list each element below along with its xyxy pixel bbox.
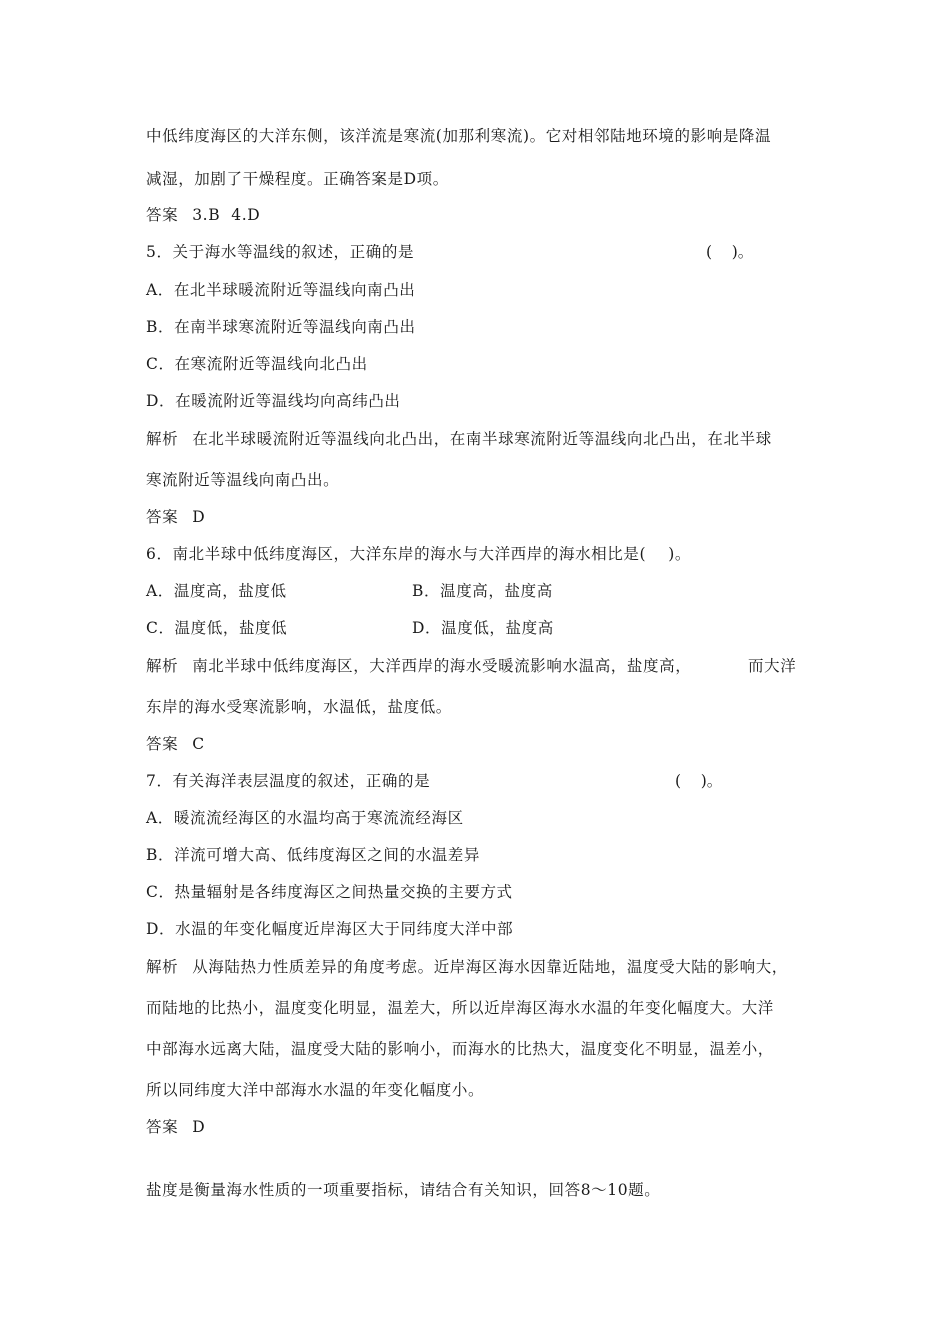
answer-label: 答案 bbox=[146, 206, 179, 224]
answer-text: D bbox=[192, 1118, 206, 1136]
analysis-text: 在北半球暖流附近等温线向北凸出，在南半球寒流附近等温线向北凸出，在北半球 bbox=[192, 430, 772, 448]
q6-analysis-line-1 bbox=[146, 656, 691, 676]
q6-analysis-line-2: 东岸的海水受寒流影响，水温低，盐度低。 bbox=[146, 698, 452, 716]
analysis-label: 解析 bbox=[146, 657, 179, 675]
q5-option-c: C．在寒流附近等温线向北凸出 bbox=[146, 355, 368, 373]
analysis-label: 解析 bbox=[146, 430, 179, 448]
q6-option-a: A．温度高，盐度低 bbox=[146, 582, 287, 600]
q6-stem: 6．南北半球中低纬度海区，大洋东岸的海水与大洋西岸的海水相比是( )。 bbox=[146, 545, 691, 563]
q7-answer-paren: ( )。 bbox=[675, 772, 723, 790]
q5-stem: 5．关于海水等温线的叙述，正确的是 bbox=[146, 243, 415, 261]
intro-line-2: 减湿，加剧了干燥程度。正确答案是D项。 bbox=[146, 170, 449, 188]
q5-option-a: A．在北半球暖流附近等温线向南凸出 bbox=[146, 281, 416, 299]
answer-text: C bbox=[192, 735, 205, 753]
analysis-text: 南北半球中低纬度海区，大洋西岸的海水受暖流影响水温高，盐度高， bbox=[192, 657, 692, 675]
q7-analysis-line-2: 而陆地的比热小，温度变化明显，温差大，所以近岸海区海水水温的年变化幅度大。大洋 bbox=[146, 999, 774, 1017]
analysis-label: 解析 bbox=[146, 958, 179, 976]
q6-option-c: C．温度低，盐度低 bbox=[146, 619, 288, 637]
q7-option-c: C．热量辐射是各纬度海区之间热量交换的主要方式 bbox=[146, 883, 513, 901]
q7-analysis-line-4: 所以同纬度大洋中部海水水温的年变化幅度小。 bbox=[146, 1081, 485, 1099]
q5-answer-paren: ( )。 bbox=[706, 243, 754, 261]
q5-option-b: B．在南半球寒流附近等温线向南凸出 bbox=[146, 318, 416, 336]
answer-label: 答案 bbox=[146, 508, 179, 526]
q7-answer bbox=[146, 1117, 205, 1137]
q5-analysis-line-1 bbox=[146, 429, 772, 449]
q7-analysis-line-1 bbox=[146, 957, 788, 977]
analysis-text: 从海陆热力性质差异的角度考虑。近岸海区海水因靠近陆地，温度受大陆的影响大， bbox=[192, 958, 788, 976]
q6-option-d: D．温度低，盐度高 bbox=[412, 619, 554, 637]
q7-option-b: B．洋流可增大高、低纬度海区之间的水温差异 bbox=[146, 846, 480, 864]
q6-analysis-line-1-end: 而大洋 bbox=[748, 657, 797, 675]
answer-text: D bbox=[192, 508, 206, 526]
closing-line: 盐度是衡量海水性质的一项重要指标，请结合有关知识，回答8～10题。 bbox=[146, 1181, 661, 1199]
q7-option-a: A．暖流流经海区的水温均高于寒流流经海区 bbox=[146, 809, 464, 827]
intro-line-1: 中低纬度海区的大洋东侧，该洋流是寒流(加那利寒流)。它对相邻陆地环境的影响是降温 bbox=[146, 127, 772, 145]
q7-option-d: D．水温的年变化幅度近岸海区大于同纬度大洋中部 bbox=[146, 920, 514, 938]
q7-analysis-line-3: 中部海水远离大陆，温度受大陆的影响小，而海水的比热大，温度变化不明显，温差小， bbox=[146, 1040, 774, 1058]
intro-answer bbox=[146, 205, 260, 225]
answer-label: 答案 bbox=[146, 1118, 179, 1136]
q5-answer bbox=[146, 507, 205, 527]
q6-answer bbox=[146, 734, 205, 754]
q5-analysis-line-2: 寒流附近等温线向南凸出。 bbox=[146, 471, 340, 489]
q7-stem: 7．有关海洋表层温度的叙述，正确的是 bbox=[146, 772, 431, 790]
q5-option-d: D．在暖流附近等温线均向高纬凸出 bbox=[146, 392, 401, 410]
answer-text: 3.B 4.D bbox=[192, 206, 261, 224]
q6-option-b: B．温度高，盐度高 bbox=[412, 582, 553, 600]
answer-label: 答案 bbox=[146, 735, 179, 753]
